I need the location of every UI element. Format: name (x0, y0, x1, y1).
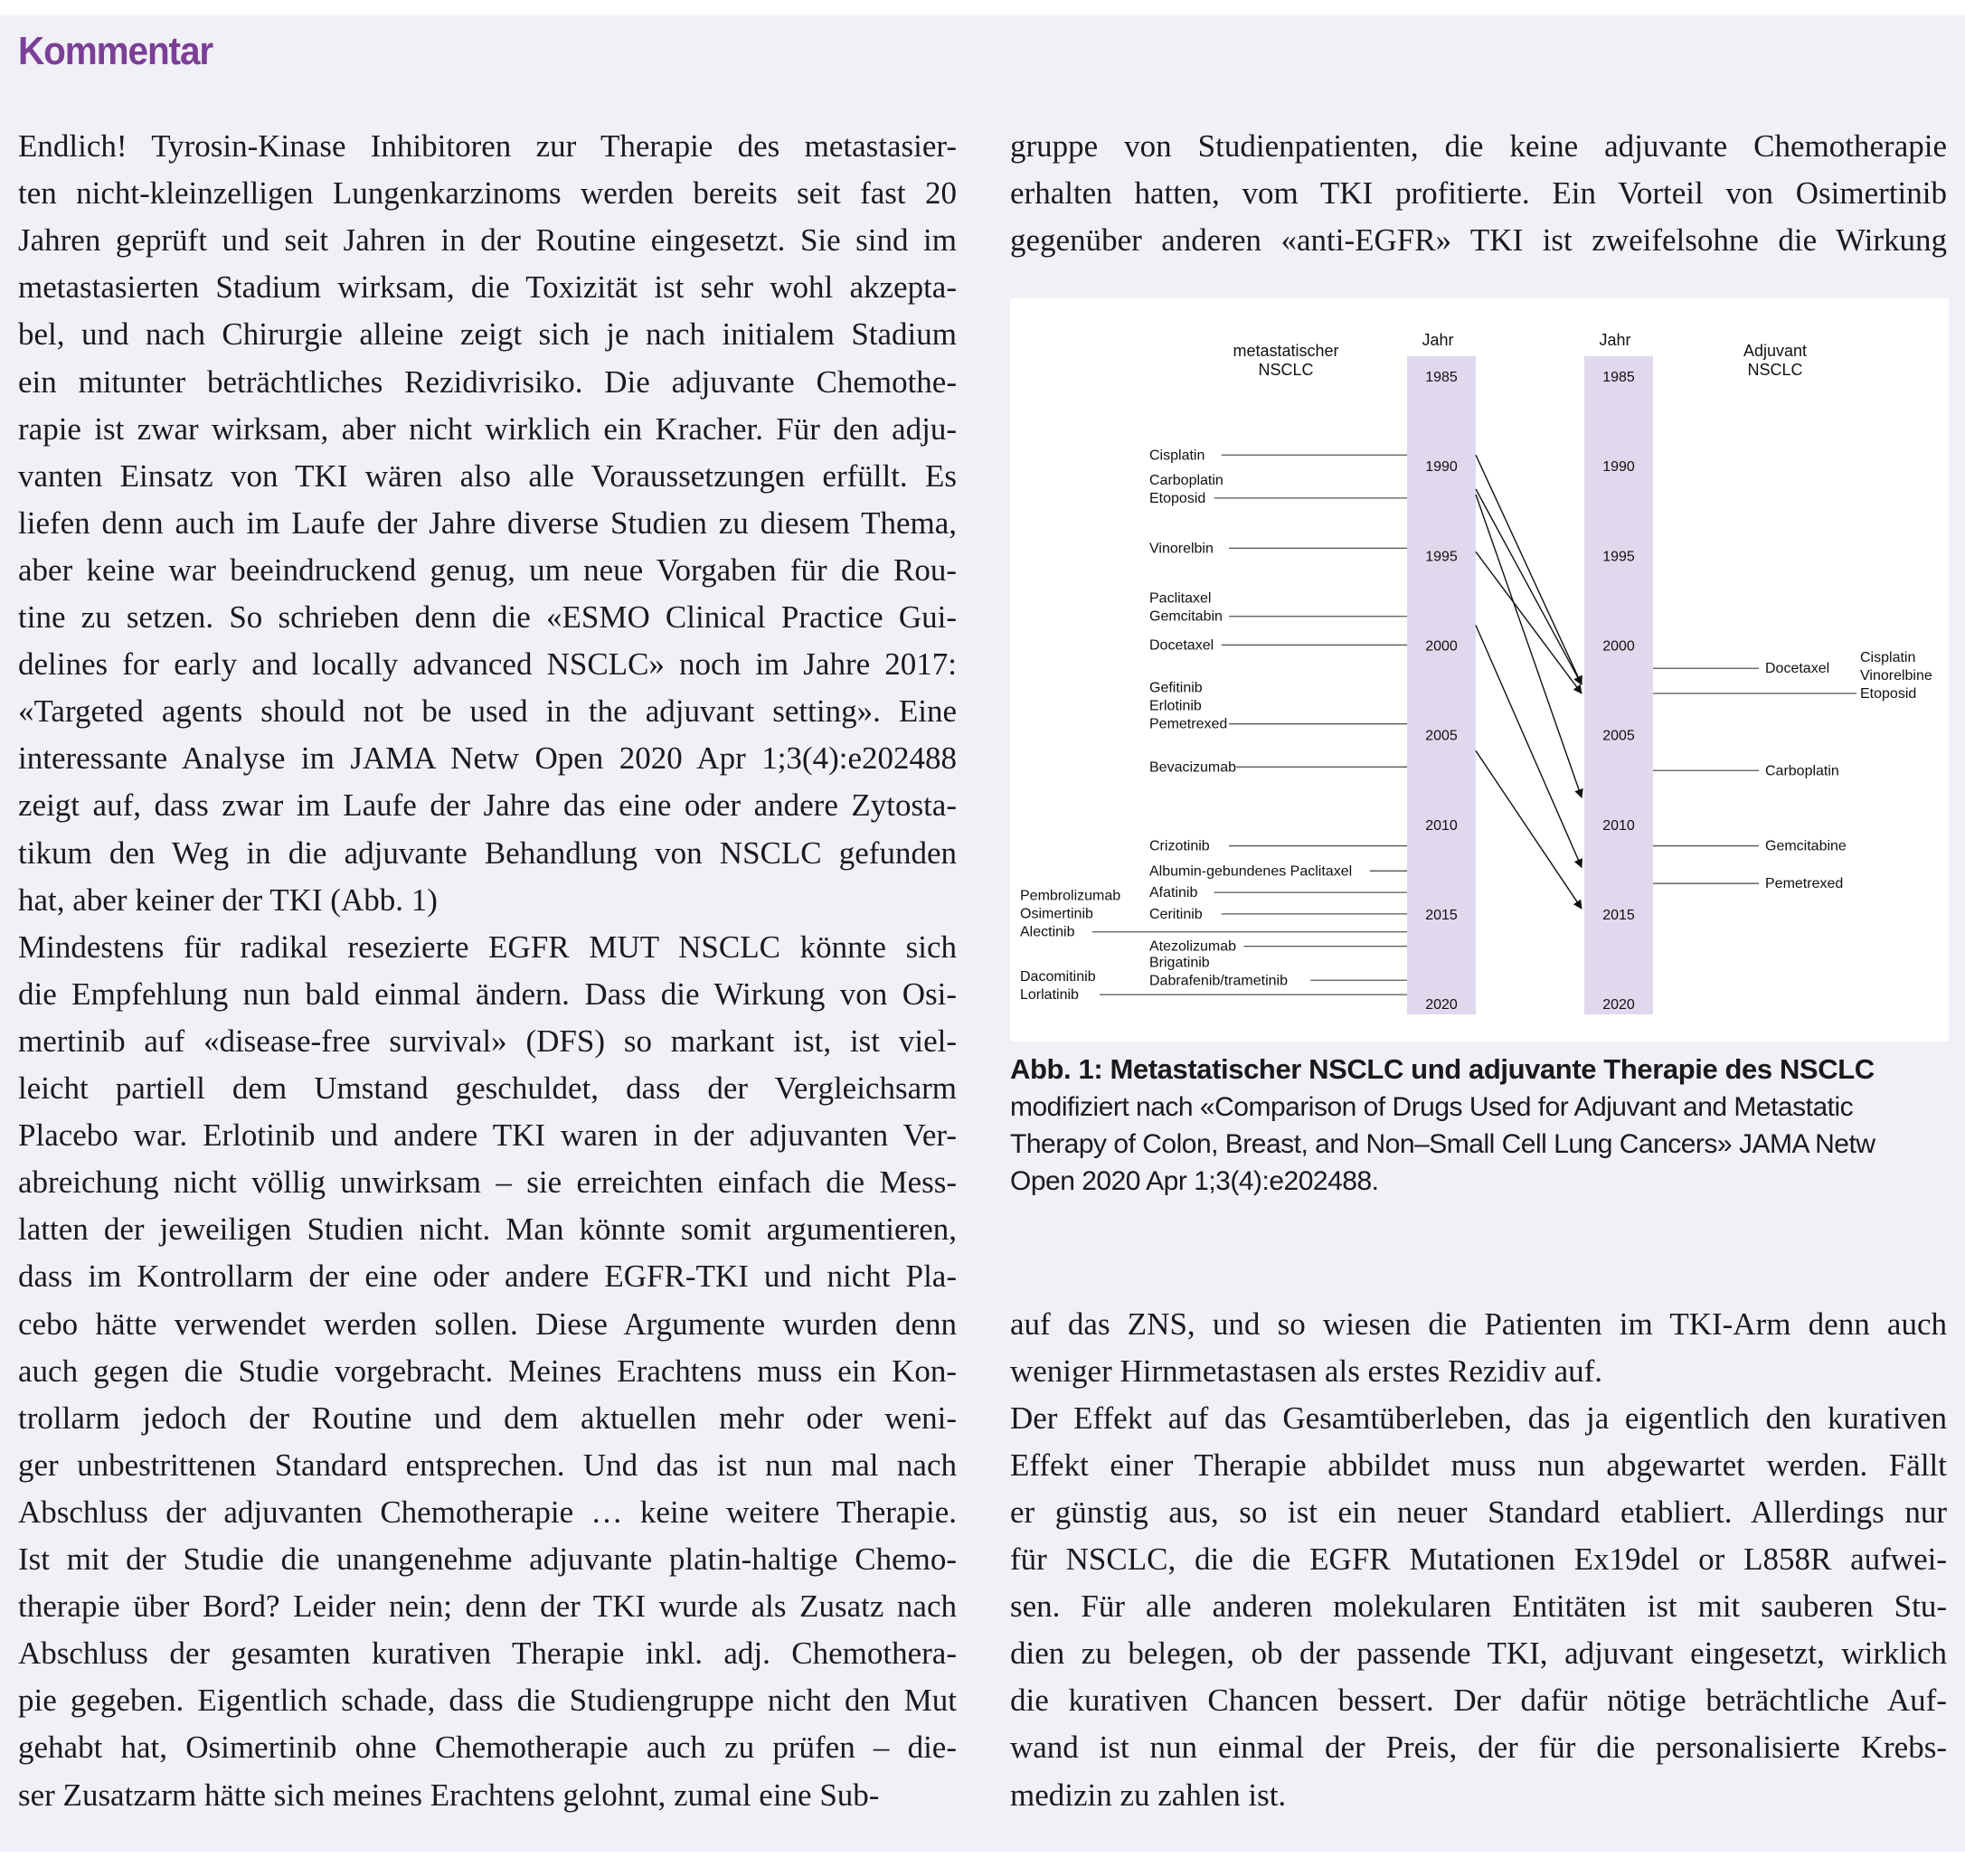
text-line: wand ist nun einmal der Preis, der für die personalisierte Krebs- (1010, 1730, 1947, 1766)
year-tick: 1995 (1602, 549, 1635, 565)
year-tick: 2005 (1425, 728, 1458, 744)
year-tick: 2000 (1602, 638, 1635, 655)
text-line: zeigt auf, dass zwar im Laufe der Jahre das eine oder andere Zytosta- (18, 787, 957, 824)
timeline-chart (1010, 298, 1949, 1042)
right-header: Adjuvant (1743, 342, 1808, 360)
year-tick: 1985 (1425, 370, 1458, 385)
drug-label: Carboplatin (1149, 472, 1223, 488)
text-line: gegenüber anderen «anti-EGFR» TKI ist zweifelsohne die Wirkung (1010, 222, 1947, 259)
left-header: NSCLC (1258, 361, 1314, 379)
drug-label: Gefitinib (1149, 680, 1203, 696)
drug-label: Erlotinib (1149, 698, 1202, 714)
year-tick: 2020 (1602, 997, 1635, 1013)
year-tick: 1990 (1602, 459, 1635, 476)
drug-label: Docetaxel (1149, 637, 1214, 654)
year-tick: 1985 (1602, 370, 1635, 385)
text-line: Placebo war. Erlotinib und andere TKI waren in der adjuvanten Ver- (18, 1117, 957, 1154)
text-line: «Targeted agents should not be used in the adjuvant setting». Eine (18, 693, 957, 730)
drug-label: Docetaxel (1765, 661, 1830, 677)
year-tick: 1995 (1425, 549, 1458, 565)
text-line: auch gegen die Studie vorgebracht. Meines Erachtens muss ein Kon- (18, 1353, 957, 1389)
text-line: ger unbestrittenen Standard entsprechen. Und das ist nun mal nach (18, 1447, 957, 1483)
drug-label: Osimertinib (1020, 906, 1093, 922)
text-line: erhalten hatten, vom TKI profitierte. Ein Vorteil von Osimertinib (1010, 175, 1947, 212)
drug-label: Alectinib (1020, 924, 1075, 940)
text-line: Ist mit der Studie die unangenehme adjuvante platin-haltige Chemo- (18, 1541, 957, 1577)
text-line: er günstig aus, so ist ein neuer Standard etabliert. Allerdings nur (1010, 1494, 1947, 1530)
caption-title: Abb. 1: Metastatischer NSCLC und adjuvante Therapie des NSCLC (1010, 1053, 1875, 1085)
text-line: Der Effekt auf das Gesamtüberleben, das ja eigentlich den kurativen (1010, 1400, 1947, 1436)
text-line: liefen denn auch im Laufe der Jahre diverse Studien zu diesem Thema, (18, 504, 957, 541)
transition-arrow (1476, 626, 1582, 868)
drug-label: Paclitaxel (1149, 590, 1212, 607)
text-line: cebo hätte verwendet werden sollen. Diese Argumente wurden denn (18, 1306, 957, 1342)
transition-arrow (1476, 455, 1582, 684)
year-tick: 2000 (1425, 638, 1458, 655)
text-line: die Empfehlung nun bald einmal ändern. Dass die Wirkung von Osi- (18, 976, 957, 1012)
text-line: metastasierten Stadium wirksam, die Toxizität ist sehr wohl akzepta- (18, 269, 957, 306)
drug-label: Afatinib (1149, 885, 1198, 901)
text-line: dien zu belegen, ob der passende TKI, adjuvant eingesetzt, wirklich (1010, 1636, 1947, 1672)
axis-label: Jahr (1422, 331, 1454, 349)
figure-abb-1 (1010, 298, 1949, 1042)
text-line: medizin zu zahlen ist. (1010, 1777, 1287, 1813)
text-line: pie gegeben. Eigentlich schade, dass die Studiengruppe nicht den Mut (18, 1683, 957, 1719)
drug-label: Albumin-gebundenes Paclitaxel (1149, 863, 1353, 880)
text-line: Mindestens für radikal resezierte EGFR MUT NSCLC könnte sich (18, 929, 957, 965)
year-tick: 2010 (1425, 817, 1458, 834)
caption-line: Therapy of Colon, Breast, and Non–Small Cell Lung Cancers» JAMA Netw (1010, 1129, 1875, 1159)
text-line: ten nicht-kleinzelligen Lungenkarzinoms werden bereits seit fast 20 (18, 175, 957, 212)
drug-label: Carboplatin (1765, 763, 1839, 779)
text-line: Effekt einer Therapie abbildet muss nun abgewartet werden. Fällt (1010, 1447, 1947, 1483)
drug-label: Dabrafenib/trametinib (1149, 973, 1288, 989)
text-line: hat, aber keiner der TKI (Abb. 1) (18, 881, 438, 918)
drug-label: Pemetrexed (1765, 876, 1844, 892)
text-line: mertinib auf «disease-free survival» (DFS) so markant ist, ist viel- (18, 1023, 957, 1059)
drug-label: Cisplatin (1860, 649, 1916, 665)
text-line: dass im Kontrollarm der eine oder andere EGFR-TKI und nicht Pla- (18, 1259, 957, 1295)
drug-label: Pembrolizumab (1020, 888, 1121, 904)
text-line: trollarm jedoch der Routine und dem aktuellen mehr oder weni- (18, 1400, 957, 1436)
text-line: für NSCLC, die die EGFR Mutationen Ex19del or L858R aufwei- (1010, 1541, 1947, 1577)
drug-label: Atezolizumab (1149, 938, 1237, 955)
text-line: gruppe von Studienpatienten, die keine adjuvante Chemotherapie (1010, 128, 1947, 164)
caption-line: Open 2020 Apr 1;3(4):e202488. (1010, 1166, 1379, 1196)
text-line: therapie über Bord? Leider nein; denn der TKI wurde als Zusatz nach (18, 1588, 957, 1625)
text-line: Jahren geprüft und seit Jahren in der Routine eingesetzt. Sie sind im (18, 222, 957, 259)
drug-label: Gemcitabine (1765, 838, 1847, 854)
text-line: aber keine war beeindruckend genug, um neue Vorgaben für die Rou- (18, 551, 957, 588)
axis-label: Jahr (1599, 331, 1631, 349)
drug-label: Cisplatin (1149, 448, 1205, 464)
drug-label: Vinorelbine (1860, 667, 1932, 683)
text-line: delines for early and locally advanced NSCLC» noch im Jahre 2017: (18, 646, 957, 683)
page-title: Kommentar (18, 29, 213, 73)
text-line: vanten Einsatz von TKI wären also alle Voraussetzungen erfüllt. Es (18, 457, 957, 494)
drug-label: Etoposid (1149, 490, 1206, 506)
text-line: auf das ZNS, und so wiesen die Patienten im TKI-Arm denn auch (1010, 1306, 1947, 1342)
drug-label: Crizotinib (1149, 838, 1210, 854)
year-tick: 2015 (1602, 907, 1635, 923)
drug-label: Dacomitinib (1020, 969, 1096, 985)
drug-label: Vinorelbin (1149, 541, 1214, 557)
text-line: tikum den Weg in die adjuvante Behandlung von NSCLC gefunden (18, 834, 957, 871)
transition-arrow (1476, 551, 1582, 693)
drug-label: Bevacizumab (1149, 759, 1237, 776)
drug-label: Brigatinib (1149, 955, 1210, 971)
left-header: metastatischer (1233, 342, 1339, 360)
drug-label: Lorlatinib (1020, 987, 1079, 1004)
text-line: latten der jeweiligen Studien nicht. Man könnte somit argumentieren, (18, 1211, 957, 1248)
year-tick: 2015 (1425, 907, 1458, 923)
right-header: NSCLC (1747, 361, 1803, 379)
year-tick: 2020 (1425, 997, 1458, 1013)
drug-label: Pemetrexed (1149, 716, 1228, 732)
text-line: sen. Für alle anderen molekularen Entitäten ist mit sauberen Stu- (1010, 1588, 1947, 1625)
text-line: leicht partiell dem Umstand geschuldet, dass der Vergleichsarm (18, 1070, 957, 1106)
text-line: ein mitunter beträchtliches Rezidivrisiko. Die adjuvante Chemothe- (18, 363, 957, 400)
year-tick: 1990 (1425, 459, 1458, 476)
year-tick: 2010 (1602, 817, 1635, 834)
text-line: tine zu setzen. So schrieben denn die «ESMO Clinical Practice Gui- (18, 599, 957, 635)
drug-label: Etoposid (1860, 685, 1917, 702)
transition-arrow (1476, 489, 1582, 684)
text-line: die kurativen Chancen bessert. Der dafür nötige beträchtliche Auf- (1010, 1683, 1947, 1719)
text-line: Endlich! Tyrosin-Kinase Inhibitoren zur Therapie des metastasier- (18, 128, 957, 164)
text-line: rapie ist zwar wirksam, aber nicht wirklich ein Kracher. Für den adju- (18, 410, 957, 447)
text-line: gehabt hat, Osimertinib ohne Chemotherapie auch zu prüfen – die- (18, 1730, 957, 1766)
text-line: ser Zusatzarm hätte sich meines Erachtens gelohnt, zumal eine Sub- (18, 1777, 880, 1813)
drug-label: Gemcitabin (1149, 608, 1223, 625)
text-line: abreichung nicht völlig unwirksam – sie erreichten einfach die Mess- (18, 1164, 957, 1201)
text-line: weniger Hirnmetastasen als erstes Rezidiv auf. (1010, 1353, 1603, 1389)
drug-label: Ceritinib (1149, 906, 1203, 922)
text-line: interessante Analyse im JAMA Netw Open 2020 Apr 1;3(4):e202488 (18, 740, 957, 777)
year-tick: 2005 (1602, 728, 1635, 744)
text-line: bel, und nach Chirurgie alleine zeigt sich je nach initialem Stadium (18, 316, 957, 353)
caption-line: modifiziert nach «Comparison of Drugs Used for Adjuvant and Metastatic (1010, 1092, 1854, 1122)
text-line: Abschluss der adjuvanten Chemotherapie … keine weitere Therapie. (18, 1494, 957, 1530)
text-line: Abschluss der gesamten kurativen Therapie inkl. adj. Chemothera- (18, 1636, 957, 1672)
transition-arrow (1476, 495, 1582, 797)
